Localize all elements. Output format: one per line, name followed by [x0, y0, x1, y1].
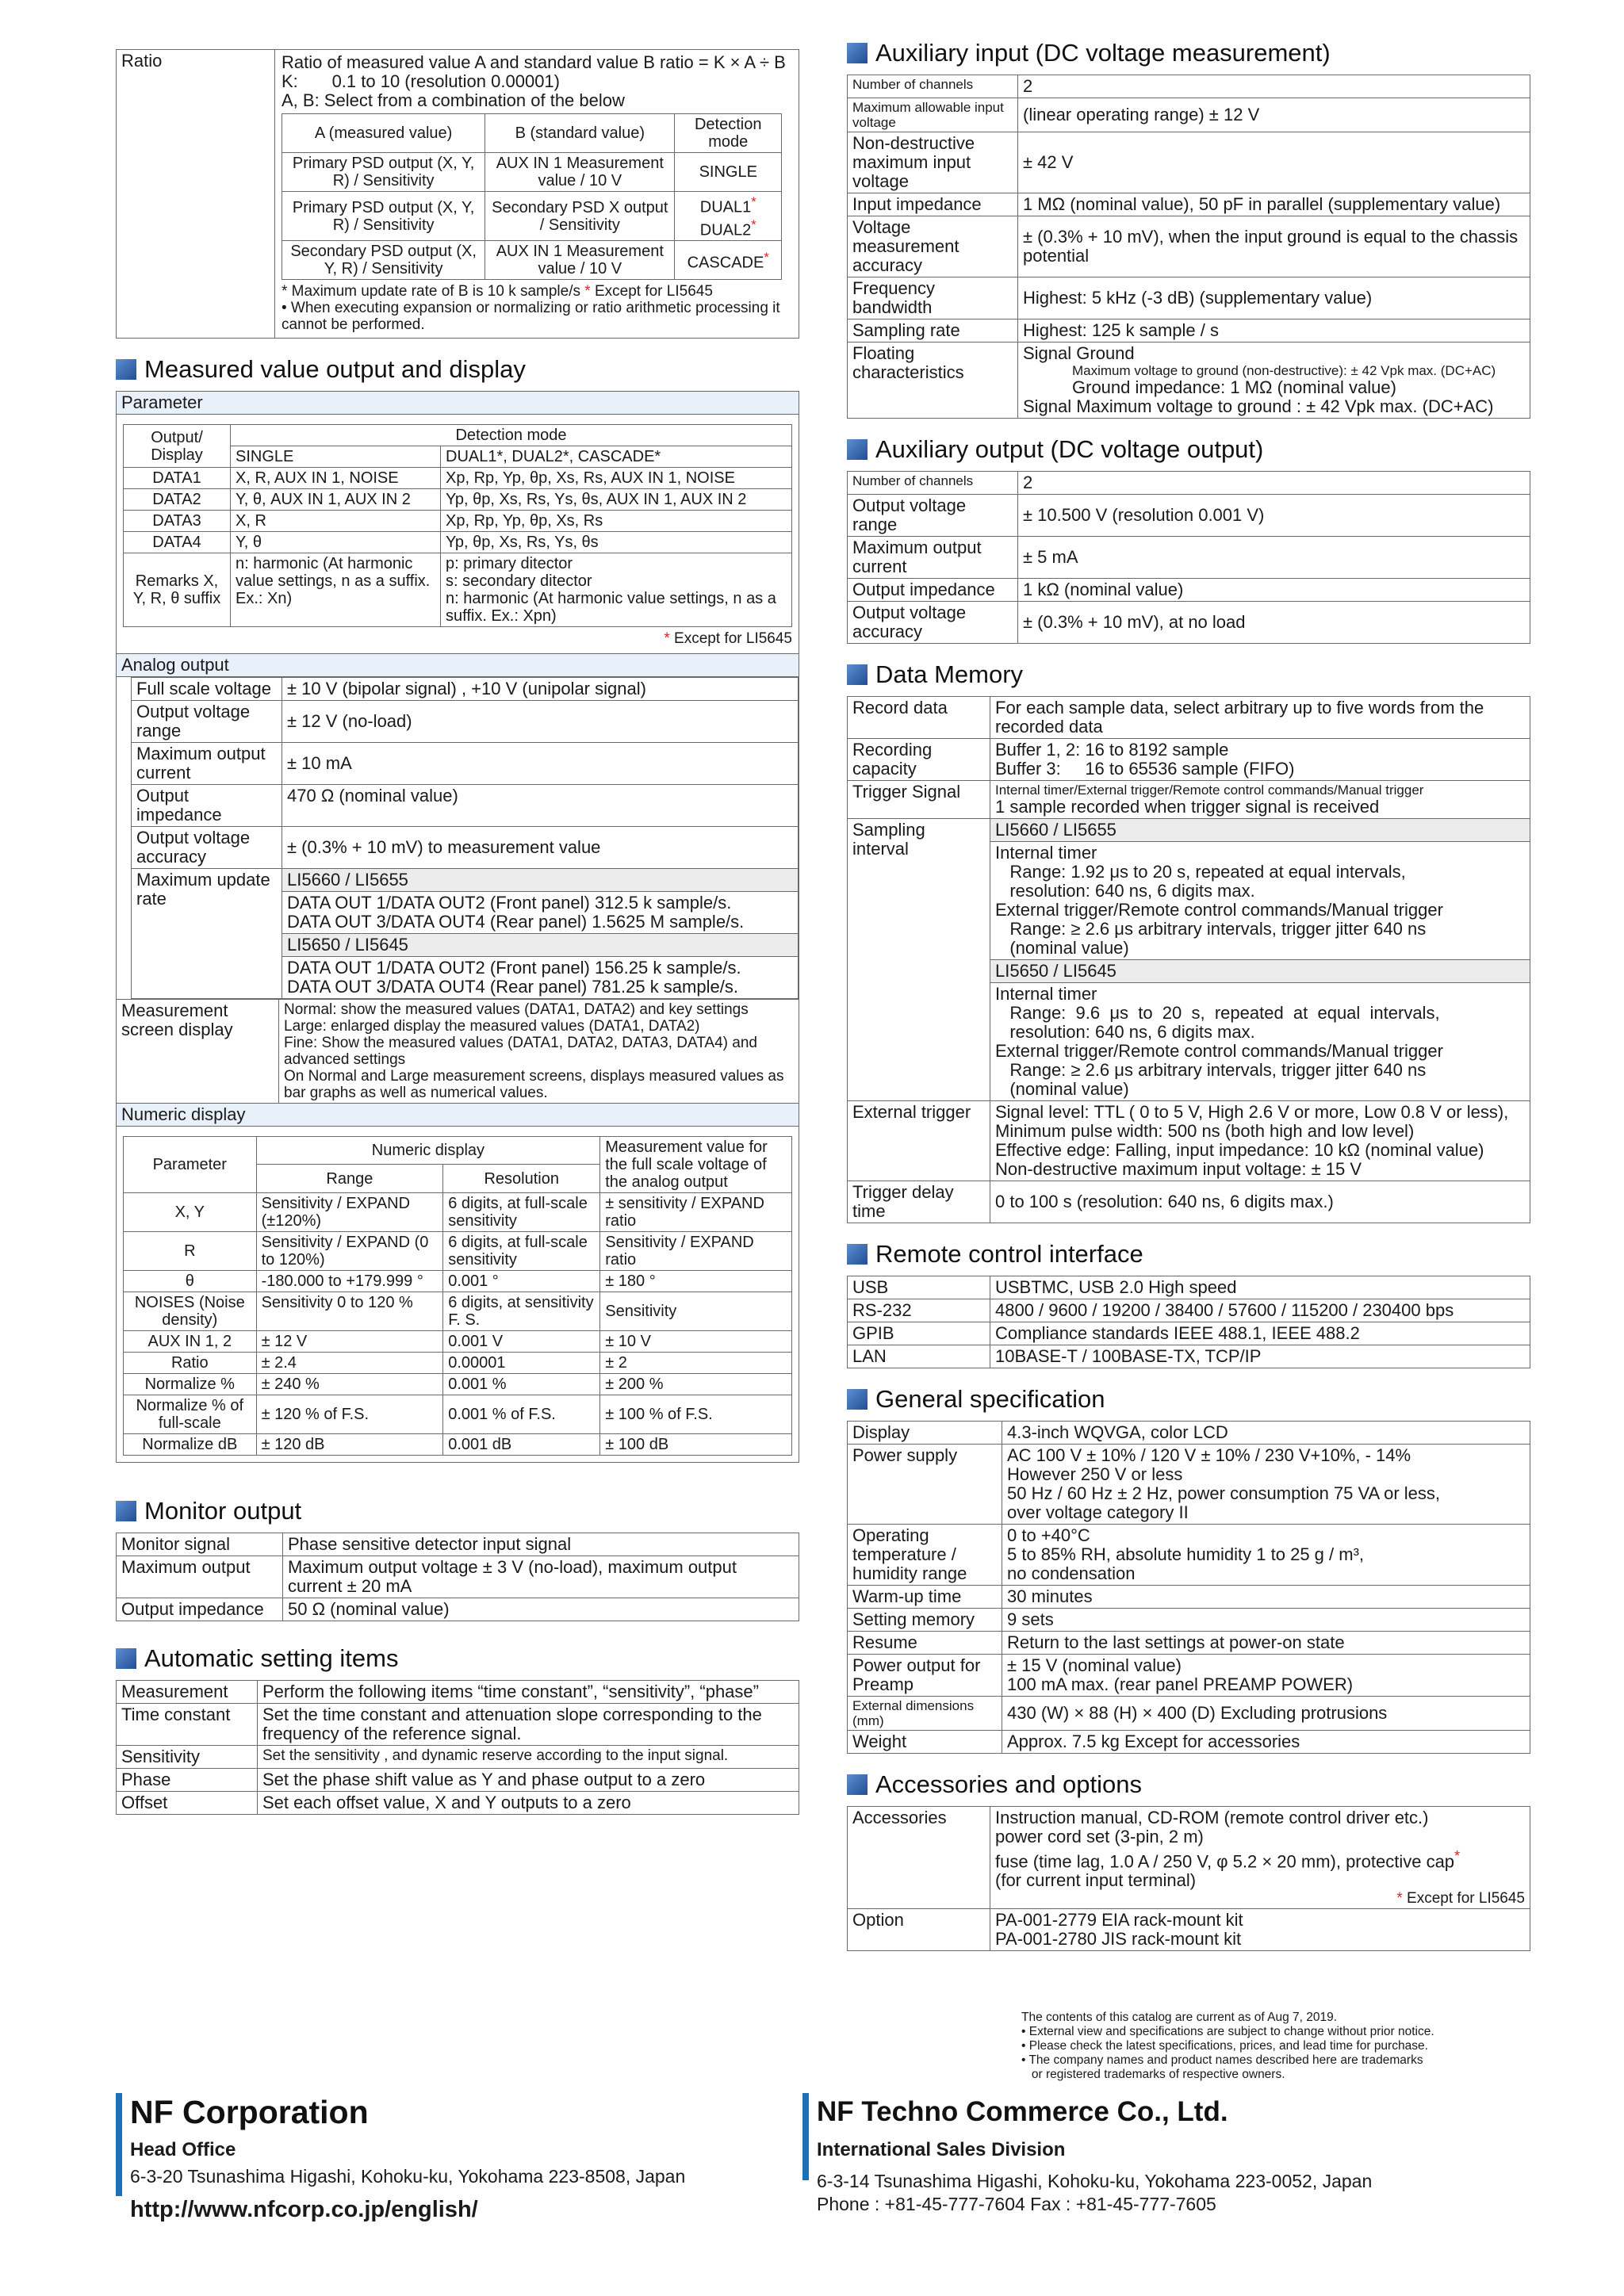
- dm-label: Trigger Signal: [848, 781, 990, 819]
- data-label: DATA2: [124, 489, 231, 511]
- remote-table: [847, 1276, 1530, 1368]
- dual-cell: Xp, Rp, Yp, θp, Xs, Rs: [441, 511, 792, 532]
- acc-table: [847, 1806, 1530, 1951]
- dm-value: Signal level: TTL ( 0 to 5 V, High 2.6 V or more, Low 0.8 V or less), Minimum pulse width: 500 ns (both high and low level) Effective edge: Falling, input impedance: 10 kΩ (nominal value) Non-destructive maximum input voltage: ± 15 V: [990, 1101, 1530, 1181]
- model-text: DATA OUT 1/DATA OUT2 (Front panel) 156.25 k sample/s. DATA OUT 3/DATA OUT4 (Rear panel) 781.25 k sample/s.: [282, 957, 799, 999]
- section-title-text: Data Memory: [875, 660, 1024, 688]
- section-title-auxin: [847, 40, 1530, 67]
- section-square-icon: [847, 43, 868, 63]
- dm-value: For each sample data, select arbitrary up to five words from the recorded data: [990, 697, 1530, 739]
- single-cell: X, R: [231, 511, 441, 532]
- star-mark: *: [1396, 1890, 1403, 1908]
- analog-value: ± 10 V (bipolar signal) , +10 V (unipolar signal): [282, 678, 799, 701]
- section-square-icon: [847, 664, 868, 685]
- analog-label: Output voltage range: [132, 701, 282, 743]
- note-text: Except for LI5645: [590, 283, 713, 300]
- nd-param: Normalize dB: [124, 1433, 257, 1455]
- dual-cell: Xp, Rp, Yp, θp, Xs, Rs, AUX IN 1, NOISE: [441, 468, 792, 489]
- gen-value: 0 to +40°C 5 to 85% RH, absolute humidity 1 to 25 g / m³, no condensation: [1002, 1525, 1530, 1586]
- auxin-value: Highest: 5 kHz (-3 dB) (supplementary value): [1018, 277, 1530, 320]
- trig-line: 1 sample recorded when trigger signal is received: [995, 797, 1380, 817]
- auto-label: Time constant: [117, 1703, 258, 1745]
- max-update-label: Maximum update rate: [132, 869, 282, 999]
- auxin-value: (linear operating range) ± 12 V: [1018, 98, 1530, 132]
- analog-value: ± 12 V (no-load): [282, 701, 799, 743]
- star-mark: *: [1454, 1847, 1461, 1864]
- division-phone: Phone : +81-45-777-7604 Fax : +81-45-777-7605: [817, 2194, 1216, 2214]
- auto-label: Sensitivity: [117, 1745, 258, 1768]
- dual-cell: Yp, θp, Xs, Rs, Ys, θs, AUX IN 1, AUX IN 2: [441, 489, 792, 511]
- remarks-single: n: harmonic (At harmonic value settings, n as a suffix. Ex.: Xn): [231, 553, 441, 627]
- nd-param: Normalize %: [124, 1373, 257, 1395]
- acc-label: Accessories: [848, 1807, 990, 1909]
- screen-text: Normal: show the measured values (DATA1, DATA2) and key settings Large: enlarged display the measured values (DATA1, DATA2) Fine: Show the measured values (DATA1, DATA2, DATA3, DATA4) and advanced settings On Normal and Large measurement screens, displays measured values as bar graphs as well as numerical values.: [279, 999, 799, 1103]
- model-header: LI5650 / LI5645: [990, 960, 1530, 983]
- monitor-label: Output impedance: [117, 1598, 283, 1621]
- gen-label: Warm-up time: [848, 1586, 1002, 1609]
- acc-except: [995, 1890, 1525, 1907]
- monitor-label: Monitor signal: [117, 1533, 283, 1556]
- auto-label: Offset: [117, 1791, 258, 1814]
- auxin-label: Sampling rate: [848, 320, 1018, 342]
- star-mark: *: [664, 630, 670, 648]
- right-column: [847, 40, 1530, 1951]
- section-square-icon: [847, 1244, 868, 1265]
- nd-mv: ± 100 dB: [600, 1433, 792, 1455]
- general-table: [847, 1421, 1530, 1754]
- monitor-value: 50 Ω (nominal value): [283, 1598, 799, 1621]
- ratio-line2: K: 0.1 to 10 (resolution 0.00001): [282, 71, 560, 91]
- auxin-value: ± 42 V: [1018, 132, 1530, 193]
- nd-h-param: Parameter: [124, 1136, 257, 1192]
- auxin-label: Floating characteristics: [848, 342, 1018, 419]
- nd-range: ± 120 dB: [256, 1433, 443, 1455]
- trig-line: Internal timer/External trigger/Remote control commands/Manual trigger: [995, 783, 1424, 798]
- ratio-mode-dual: [675, 192, 782, 241]
- numeric-display-cell: [117, 1126, 799, 1462]
- auxin-value: 1 MΩ (nominal value), 50 pF in parallel (supplementary value): [1018, 193, 1530, 216]
- nd-mv: Sensitivity / EXPAND ratio: [600, 1231, 792, 1270]
- samp-text: Internal timer Range: 9.6 μs to 20 s, repeated at equal intervals, resolution: 640 ns, 6 digits max. External trigger/Remote control commands/Manual trigger Range: ≥ 2.6 μs arbitrary intervals, trigger jitter 640 ns (nominal value): [990, 983, 1530, 1101]
- nd-mv: ± 2: [600, 1352, 792, 1373]
- dm-value: Buffer 1, 2: 16 to 8192 sample Buffer 3: 16 to 65536 sample (FIFO): [990, 739, 1530, 781]
- auxout-label: Output voltage accuracy: [848, 602, 1018, 644]
- gen-value: Approx. 7.5 kg Except for accessories: [1002, 1731, 1530, 1754]
- screen-label: Measurement screen display: [117, 999, 279, 1103]
- acc-text2: (for current input terminal): [995, 1870, 1197, 1891]
- analog-label: Full scale voltage: [132, 678, 282, 701]
- data-label: DATA3: [124, 511, 231, 532]
- analog-output-table: [131, 677, 799, 999]
- analog-label: Output impedance: [132, 785, 282, 827]
- note-line: • External view and specifications are subject to change without prior notice.: [1021, 2025, 1434, 2038]
- note-text: Except for LI5645: [1402, 1890, 1525, 1908]
- dual-cell: Yp, θp, Xs, Rs, Ys, θs: [441, 532, 792, 553]
- monitor-value: Maximum output voltage ± 3 V (no-load), maximum output current ± 20 mA: [283, 1556, 799, 1598]
- nd-param: AUX IN 1, 2: [124, 1330, 257, 1352]
- gen-value: 9 sets: [1002, 1609, 1530, 1632]
- auxin-label: Voltage measurement accuracy: [848, 216, 1018, 277]
- nd-res: 6 digits, at full-scale sensitivity: [443, 1231, 600, 1270]
- nd-param: X, Y: [124, 1192, 257, 1231]
- auto-value: Perform the following items “time constant”, “sensitivity”, “phase”: [258, 1680, 799, 1703]
- section-title-auxout: [847, 436, 1530, 463]
- section-title-remote: [847, 1241, 1530, 1268]
- model-header: LI5650 / LI5645: [282, 934, 799, 957]
- company-name: NF Techno Commerce Co., Ltd.: [817, 2096, 1228, 2127]
- trigger-cell: [990, 781, 1530, 819]
- remote-label: LAN: [848, 1345, 990, 1368]
- float-line: Maximum voltage to ground (non-destructive): ± 42 Vpk max. (DC+AC): [1072, 363, 1496, 378]
- division-address: 6-3-14 Tsunashima Higashi, Kohoku-ku, Yokohama 223-0052, Japan: [817, 2171, 1373, 2191]
- ratio-line1: Ratio of measured value A and standard value B ratio = K × A ÷ B: [282, 52, 786, 72]
- accent-bar: [116, 2093, 122, 2196]
- gen-value: ± 15 V (nominal value) 100 mA max. (rear panel PREAMP POWER): [1002, 1655, 1530, 1697]
- auxout-value: ± 5 mA: [1018, 537, 1530, 579]
- gen-label: Power output for Preamp: [848, 1655, 1002, 1697]
- remote-label: RS-232: [848, 1299, 990, 1322]
- h-dual: DUAL1*, DUAL2*, CASCADE*: [441, 446, 792, 468]
- section-title-text: Automatic setting items: [144, 1644, 399, 1672]
- nd-param: θ: [124, 1270, 257, 1292]
- h-detmode: Detection mode: [231, 425, 792, 446]
- dm-label: Sampling interval: [848, 819, 990, 1101]
- ratio-cell: Secondary PSD output (X, Y, R) / Sensitivity: [282, 241, 485, 280]
- auxout-value: ± 10.500 V (resolution 0.001 V): [1018, 495, 1530, 537]
- analog-label: Output voltage accuracy: [132, 827, 282, 869]
- gen-label: Weight: [848, 1731, 1002, 1754]
- ratio-h-a: A (measured value): [282, 114, 485, 153]
- auto-label: Phase: [117, 1768, 258, 1791]
- nd-param: NOISES (Noise density): [124, 1292, 257, 1330]
- dm-label: Record data: [848, 697, 990, 739]
- auxout-value: ± (0.3% + 10 mV), at no load: [1018, 602, 1530, 644]
- float-line: Signal Maximum voltage to ground : ± 42 Vpk max. (DC+AC): [1023, 396, 1494, 416]
- nd-mv: ± sensitivity / EXPAND ratio: [600, 1192, 792, 1231]
- auxin-label: Maximum allowable input voltage: [848, 98, 1018, 132]
- analog-value: ± (0.3% + 10 mV) to measurement value: [282, 827, 799, 869]
- nd-h-res: Resolution: [443, 1165, 600, 1193]
- detection-mode-table: [123, 424, 792, 627]
- auto-value: Set the sensitivity , and dynamic reserve according to the input signal.: [258, 1745, 799, 1768]
- acc-cell: [990, 1807, 1530, 1909]
- nd-param: Ratio: [124, 1352, 257, 1373]
- nd-res: 0.001 dB: [443, 1433, 600, 1455]
- auxin-label: Frequency bandwidth: [848, 277, 1018, 320]
- remote-value: USBTMC, USB 2.0 High speed: [990, 1276, 1530, 1299]
- data-label: DATA1: [124, 468, 231, 489]
- nd-mv: ± 10 V: [600, 1330, 792, 1352]
- nd-res: 6 digits, at sensitivity F. S.: [443, 1292, 600, 1330]
- screen-display-table: [116, 999, 799, 1463]
- section-title-text: General specification: [875, 1385, 1105, 1413]
- star-mark: *: [751, 194, 756, 209]
- ratio-h-mode: Detection mode: [675, 114, 782, 153]
- except-note: [123, 630, 792, 647]
- remote-value: Compliance standards IEEE 488.1, IEEE 488.2: [990, 1322, 1530, 1345]
- note-line: The contents of this catalog are current as of Aug 7, 2019.: [1021, 2011, 1338, 2024]
- nd-range: Sensitivity / EXPAND (0 to 120%): [256, 1231, 443, 1270]
- dm-label: External trigger: [848, 1101, 990, 1181]
- gen-value: Return to the last settings at power-on state: [1002, 1632, 1530, 1655]
- nd-range: ± 240 %: [256, 1373, 443, 1395]
- auxout-label: Number of channels: [848, 472, 1018, 495]
- auxout-label: Output impedance: [848, 579, 1018, 602]
- left-column: [116, 49, 799, 1815]
- measured-table: [116, 391, 799, 1000]
- single-cell: Y, θ: [231, 532, 441, 553]
- ratio-combination-table: [282, 113, 782, 280]
- floating-cell: [1018, 342, 1530, 419]
- section-title-text: Measured value output and display: [144, 355, 526, 384]
- data-label: DATA4: [124, 532, 231, 553]
- section-title-text: Accessories and options: [875, 1770, 1143, 1798]
- auxout-label: Maximum output current: [848, 537, 1018, 579]
- auxin-label: Non-destructive maximum input voltage: [848, 132, 1018, 193]
- star-mark: *: [751, 216, 756, 232]
- gen-label: Setting memory: [848, 1609, 1002, 1632]
- gen-value: 430 (W) × 88 (H) × 400 (D) Excluding protrusions: [1002, 1697, 1530, 1731]
- section-title-measured: [116, 356, 799, 383]
- nd-range: ± 2.4: [256, 1352, 443, 1373]
- acc-text: Instruction manual, CD-ROM (remote control driver etc.) power cord set (3-pin, 2 m) fuse (time lag, 1.0 A / 250 V, φ 5.2 × 20 mm), protective cap: [995, 1808, 1455, 1872]
- auxin-value: ± (0.3% + 10 mV), when the input ground is equal to the chassis potential: [1018, 216, 1530, 277]
- ratio-cell: Secondary PSD X output / Sensitivity: [485, 192, 675, 241]
- auto-label: Measurement: [117, 1680, 258, 1703]
- model-header: LI5660 / LI5655: [990, 819, 1530, 842]
- nd-range: Sensitivity 0 to 120 %: [256, 1292, 443, 1330]
- gen-label: Resume: [848, 1632, 1002, 1655]
- section-square-icon: [116, 359, 136, 380]
- section-square-icon: [847, 439, 868, 460]
- gen-label: Operating temperature / humidity range: [848, 1525, 1002, 1586]
- samp-text: Internal timer Range: 1.92 μs to 20 s, repeated at equal intervals, resolution: 640 ns, 6 digits max. External trigger/Remote control commands/Manual trigger Range: ≥ 2.6 μs arbitrary intervals, trigger jitter 640 ns (nominal value): [990, 842, 1530, 960]
- star-mark: *: [584, 283, 591, 300]
- auxin-value: 2: [1018, 75, 1530, 98]
- model-text: DATA OUT 1/DATA OUT2 (Front panel) 312.5 k sample/s. DATA OUT 3/DATA OUT4 (Rear panel) 1.5625 M sample/s.: [282, 892, 799, 934]
- ratio-cell: AUX IN 1 Measurement value / 10 V: [485, 241, 675, 280]
- monitor-table: [116, 1533, 799, 1621]
- parameter-header: Parameter: [117, 392, 799, 415]
- analog-label: Maximum output current: [132, 743, 282, 785]
- numeric-display-header: Numeric display: [117, 1103, 799, 1126]
- nd-res: 0.001 %: [443, 1373, 600, 1395]
- ratio-line3: A, B: Select from a combination of the below: [282, 90, 625, 110]
- ratio-cell: Primary PSD output (X, Y, R) / Sensitivity: [282, 153, 485, 192]
- section-title-text: Remote control interface: [875, 1240, 1143, 1268]
- remote-value: 4800 / 9600 / 19200 / 38400 / 57600 / 115200 / 230400 bps: [990, 1299, 1530, 1322]
- monitor-label: Maximum output: [117, 1556, 283, 1598]
- datamem-table: [847, 696, 1530, 1223]
- gen-value: AC 100 V ± 10% / 120 V ± 10% / 230 V+10%, - 14% However 250 V or less 50 Hz / 60 Hz ± 2 Hz, power consumption 75 VA or less, over voltage category II: [1002, 1445, 1530, 1525]
- note-line: • Please check the latest specifications, prices, and lead time for purchase.: [1021, 2039, 1428, 2053]
- nd-res: 0.001 V: [443, 1330, 600, 1352]
- float-line: Ground impedance: 1 MΩ (nominal value): [1072, 377, 1396, 397]
- ratio-cell: AUX IN 1 Measurement value / 10 V: [485, 153, 675, 192]
- model-header: LI5660 / LI5655: [282, 869, 799, 892]
- gen-value: 4.3-inch WQVGA, color LCD: [1002, 1422, 1530, 1445]
- acc-label: Option: [848, 1909, 990, 1951]
- section-square-icon: [116, 1501, 136, 1521]
- footer-techno-commerce: [802, 2093, 1516, 2215]
- auxin-label: Number of channels: [848, 75, 1018, 98]
- section-title-auto: [116, 1645, 799, 1672]
- star-mark: *: [764, 249, 769, 265]
- h-single: SINGLE: [231, 446, 441, 468]
- nd-h-mv: Measurement value for the full scale voltage of the analog output: [600, 1136, 792, 1192]
- section-title-text: Auxiliary output (DC voltage output): [875, 435, 1264, 463]
- auto-value: Set each offset value, X and Y outputs to a zero: [258, 1791, 799, 1814]
- dm-label: Trigger delay time: [848, 1181, 990, 1223]
- float-line: Signal Ground: [1023, 343, 1135, 363]
- auxin-label: Input impedance: [848, 193, 1018, 216]
- office-name: Head Office: [130, 2139, 236, 2160]
- single-cell: Y, θ, AUX IN 1, AUX IN 2: [231, 489, 441, 511]
- section-title-text: Monitor output: [144, 1496, 302, 1525]
- nd-h-nd: Numeric display: [256, 1136, 600, 1165]
- dual2-text: DUAL2: [699, 221, 752, 239]
- ratio-content: [275, 50, 799, 339]
- auxout-value: 2: [1018, 472, 1530, 495]
- auto-value: Set the phase shift value as Y and phase output to a zero: [258, 1768, 799, 1791]
- remote-label: USB: [848, 1276, 990, 1299]
- ratio-label: Ratio: [117, 50, 275, 339]
- gen-value: 30 minutes: [1002, 1586, 1530, 1609]
- dm-label: Recording capacity: [848, 739, 990, 781]
- footer-nf-corporation: [116, 2093, 798, 2223]
- remarks-label: Remarks X, Y, R, θ suffix: [124, 553, 231, 627]
- parameter-cell: [117, 415, 799, 654]
- office-address: 6-3-20 Tsunashima Higashi, Kohoku-ku, Yokohama 223-8508, Japan: [130, 2166, 686, 2187]
- nd-range: ± 12 V: [256, 1330, 443, 1352]
- section-square-icon: [116, 1648, 136, 1669]
- division-name: International Sales Division: [817, 2139, 1066, 2160]
- auto-table: [116, 1680, 799, 1815]
- accent-bar: [802, 2093, 809, 2180]
- single-cell: X, R, AUX IN 1, NOISE: [231, 468, 441, 489]
- auto-value: Set the time constant and attenuation slope corresponding to the frequency of the reference signal.: [258, 1703, 799, 1745]
- ratio-mode-cascade: [675, 241, 782, 280]
- nd-mv: ± 180 °: [600, 1270, 792, 1292]
- cascade-text: CASCADE: [687, 254, 764, 272]
- analog-output-header: Analog output: [117, 654, 799, 677]
- company-url[interactable]: http://www.nfcorp.co.jp/english/: [130, 2197, 478, 2222]
- gen-label: Power supply: [848, 1445, 1002, 1525]
- dual1-text: DUAL1: [699, 198, 752, 216]
- auxout-table: [847, 471, 1530, 644]
- catalog-notes: [1021, 2011, 1529, 2082]
- remote-value: 10BASE-T / 100BASE-TX, TCP/IP: [990, 1345, 1530, 1368]
- section-title-datamem: [847, 661, 1530, 688]
- analog-value: 470 Ω (nominal value): [282, 785, 799, 827]
- ratio-cell: Primary PSD output (X, Y, R) / Sensitivity: [282, 192, 485, 241]
- section-title-text: Auxiliary input (DC voltage measurement): [875, 39, 1331, 67]
- section-title-general: [847, 1386, 1530, 1413]
- section-square-icon: [847, 1774, 868, 1795]
- gen-label: External dimensions (mm): [848, 1697, 1002, 1731]
- gen-label: Display: [848, 1422, 1002, 1445]
- analog-output-cell: [117, 677, 799, 1000]
- dm-value: 0 to 100 s (resolution: 640 ns, 6 digits max.): [990, 1181, 1530, 1223]
- nd-param: Normalize % of full-scale: [124, 1395, 257, 1433]
- nd-mv: Sensitivity: [600, 1292, 792, 1330]
- nd-h-range: Range: [256, 1165, 443, 1193]
- ratio-note2: • When executing expansion or normalizing or ratio arithmetic processing it cannot be performed.: [282, 300, 780, 334]
- note-text: Except for LI5645: [669, 630, 792, 648]
- section-title-acc: [847, 1771, 1530, 1798]
- section-square-icon: [847, 1389, 868, 1410]
- nd-res: 0.001 % of F.S.: [443, 1395, 600, 1433]
- auxin-value: Highest: 125 k sample / s: [1018, 320, 1530, 342]
- nd-param: R: [124, 1231, 257, 1270]
- nd-res: 0.00001: [443, 1352, 600, 1373]
- ratio-cell: SINGLE: [675, 153, 782, 192]
- note-text: * Maximum update rate of B is 10 k sample/s: [282, 283, 585, 300]
- nd-mv: ± 100 % of F.S.: [600, 1395, 792, 1433]
- remote-label: GPIB: [848, 1322, 990, 1345]
- nd-range: -180.000 to +179.999 °: [256, 1270, 443, 1292]
- nd-range: Sensitivity / EXPAND (±120%): [256, 1192, 443, 1231]
- auxin-table: [847, 75, 1530, 419]
- auxout-value: 1 kΩ (nominal value): [1018, 579, 1530, 602]
- nd-mv: ± 200 %: [600, 1373, 792, 1395]
- company-name: NF Corporation: [130, 2094, 369, 2130]
- analog-value: ± 10 mA: [282, 743, 799, 785]
- remarks-dual: p: primary ditector s: secondary ditector n: harmonic (At harmonic value settings, n as a suffix. Ex.: Xpn): [441, 553, 792, 627]
- h-outdisp: Output/ Display: [124, 425, 231, 468]
- ratio-table: [116, 49, 799, 339]
- nd-res: 6 digits, at full-scale sensitivity: [443, 1192, 600, 1231]
- nd-range: ± 120 % of F.S.: [256, 1395, 443, 1433]
- note-line: • The company names and product names described here are trademarks or registered trademarks of respective owners.: [1021, 2053, 1423, 2081]
- auxout-label: Output voltage range: [848, 495, 1018, 537]
- monitor-value: Phase sensitive detector input signal: [283, 1533, 799, 1556]
- nd-res: 0.001 °: [443, 1270, 600, 1292]
- ratio-h-b: B (standard value): [485, 114, 675, 153]
- opt-text: PA-001-2779 EIA rack-mount kit PA-001-2780 JIS rack-mount kit: [990, 1909, 1530, 1951]
- ratio-note1: [282, 283, 792, 300]
- numeric-display-table: [123, 1136, 792, 1456]
- section-title-monitor: [116, 1498, 799, 1525]
